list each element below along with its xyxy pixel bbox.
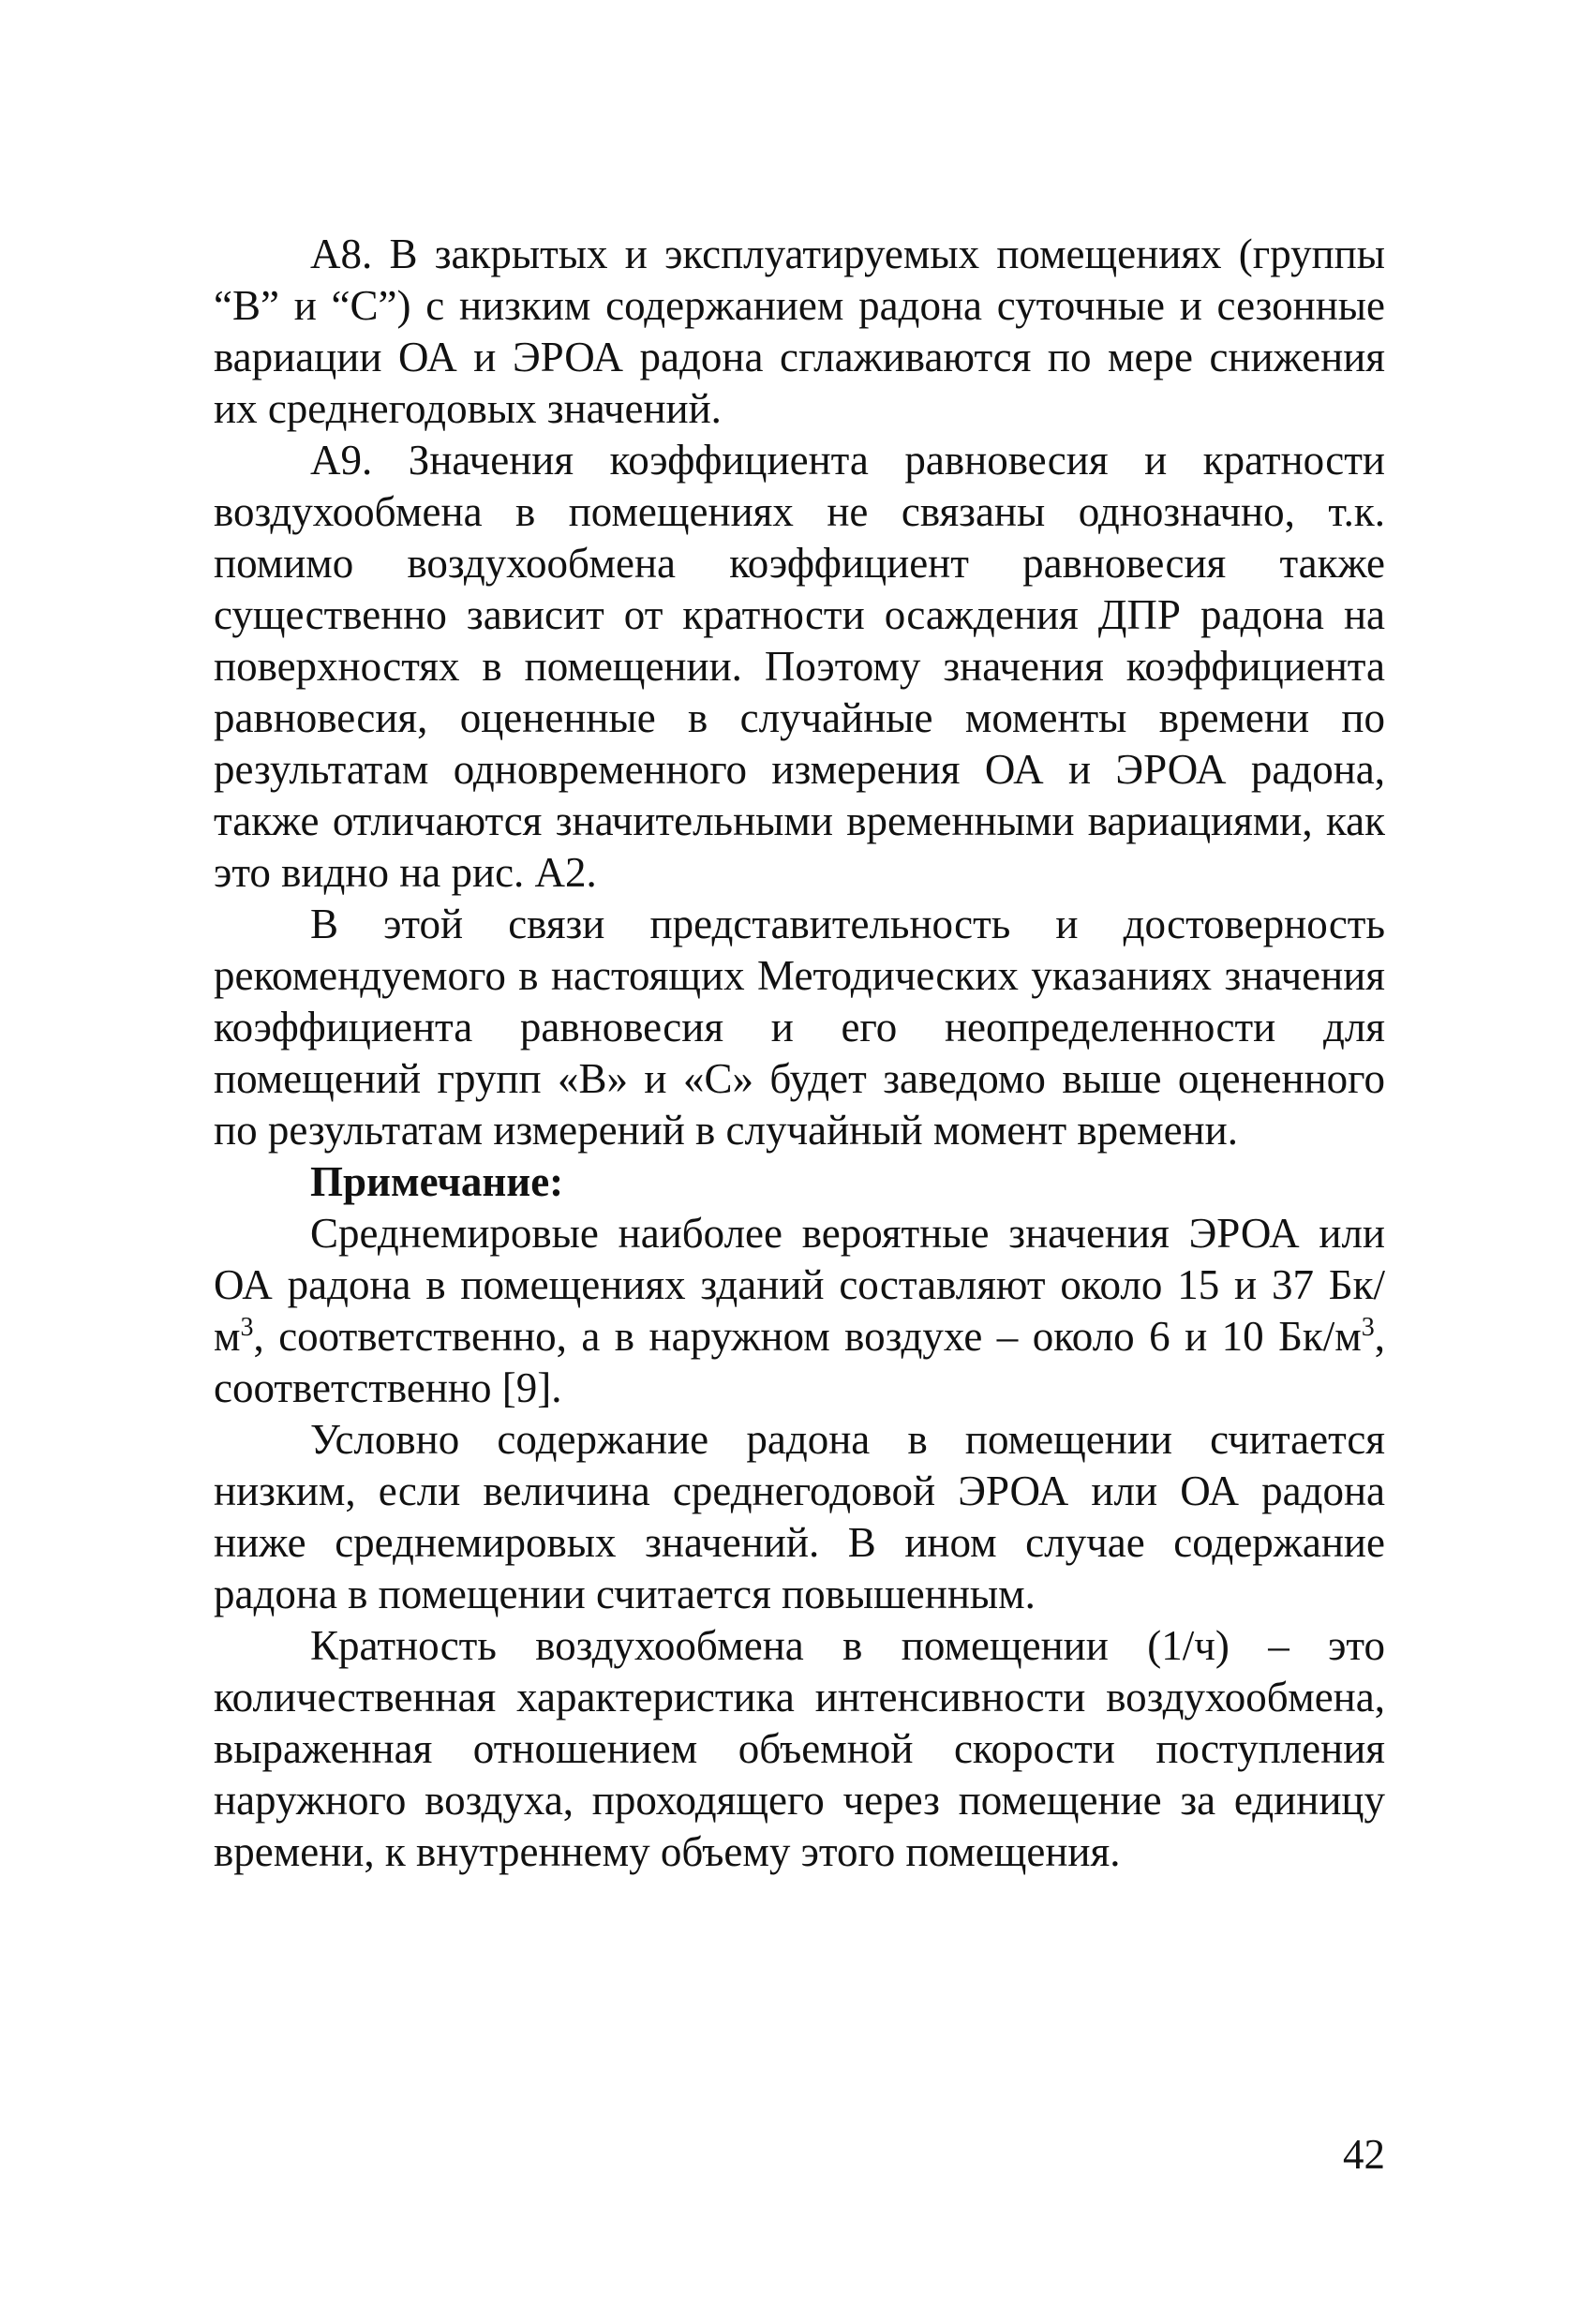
paragraph-a8: А8. В закрытых и эксплуатируемых помещениях (группы “В” и “С”) с низким содержанием радона суточные и сезонные вариации ОА и ЭРОА радона сглаживаются по мере снижения их среднегодовых значений.: [214, 231, 1385, 432]
note-text-1b: , соответственно, а в наружном воздухе – около 6 и 10 Бк/м: [253, 1313, 1362, 1360]
page-number: 42: [1343, 2131, 1385, 2178]
note-title: Примечание:: [310, 1158, 564, 1205]
note-text-1c: , соответственно [9].: [214, 1313, 1385, 1411]
paragraph-relation: В этой связи представительность и достоверность рекомендуемого в настоящих Методических указаниях значения коэффициента равновесия и его неопределенности для помещений групп «В» и «С» будет заведомо выше оцененного по результатам измерений в случайный момент времени.: [214, 901, 1385, 1154]
note-paragraph-1: [214, 1208, 1385, 1414]
page-body: [214, 229, 1385, 1878]
superscript-2: 3: [1361, 1313, 1375, 1342]
note-paragraph-2: Условно содержание радона в помещении считается низким, если величина среднегодовой ЭРОА или ОА радона ниже среднемировых значений. В ином случае содержание радона в помещении считается повышенным.: [214, 1416, 1385, 1617]
superscript-1: 3: [240, 1313, 254, 1342]
paragraph-a9: А9. Значения коэффициента равновесия и кратности воздухообмена в помещениях не связаны однозначно, т.к. помимо воздухообмена коэффициент равновесия также существенно зависит от кратности осаждения ДПР радона на поверхностях в помещении. Поэтому значения коэффициента равновесия, оцененные в случайные моменты времени по результатам одновременного измерения ОА и ЭРОА радона, также отличаются значительными временными вариациями, как это видно на рис. А2.: [214, 437, 1385, 896]
note-text-1a: Среднемировые наиболее вероятные значения ЭРОА или ОА радона в помещениях зданий составляют около 15 и 37 Бк/м: [214, 1210, 1385, 1360]
note-paragraph-3: Кратность воздухообмена в помещении (1/ч) – это количественная характеристика интенсивности воздухообмена, выраженная отношением объемной скорости поступления наружного воздуха, проходящего через помещение за единицу времени, к внутреннему объему этого помещения.: [214, 1622, 1385, 1875]
